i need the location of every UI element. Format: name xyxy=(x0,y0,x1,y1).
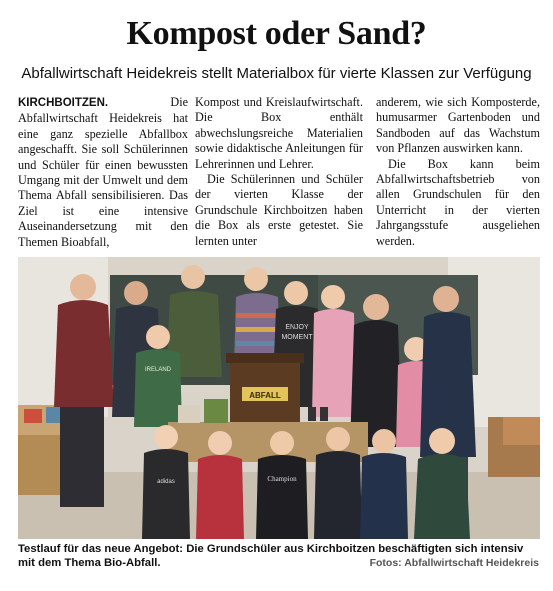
group-photo xyxy=(18,257,540,539)
hoodie-print-enjoy: ENJOY xyxy=(285,324,309,331)
article-text-2a: Kompost und Kreislaufwirtschaft. Die Box enthält abwechslungsreiche Materialien sowie didaktische Anleitungen für Lehrerinnen und Lehrer. xyxy=(195,95,363,171)
dateline: KIRCHBOITZEN. xyxy=(18,97,109,109)
photo-caption: Testlauf für das neue Angebot: Die Grundschüler aus Kirchboitzen beschäftigten sich intensiv mit dem Thema Bio-Abfall. xyxy=(18,543,524,569)
shirt-print-ireland: IRELAND xyxy=(144,367,172,373)
article-text-3b: Die Box kann beim Abfallwirtschaftsbetrieb von allen Grundschulen für den Unterricht in der vierten Jahrgangsstufe ausgeliehen werden. xyxy=(376,156,540,248)
article-column-3 xyxy=(376,95,540,249)
article-column-2 xyxy=(195,95,363,249)
article-text-1: Die Abfallwirtschaft Heidekreis hat eine ganz spezielle Abfallbox angeschafft. Sie soll Schülerinnen und Schüler für einen bewussten Umgang mit der Umwelt und dem Thema Abfall sensibilisieren. Das Ziel ist eine intensive Auseinandersetzung mit den Themen Bioabfall, xyxy=(18,95,188,249)
photo-credit: Fotos: Abfallwirtschaft Heidekreis xyxy=(369,557,539,569)
article-column-1 xyxy=(18,95,188,250)
shirt-print-champion: Champion xyxy=(267,475,297,483)
group-photo-illustration xyxy=(18,257,540,539)
shirt-print-adidas: adidas xyxy=(157,479,175,485)
bin-label: ABFALL xyxy=(249,391,281,400)
headline: Kompost oder Sand? xyxy=(126,15,427,52)
article-text-2b: Die Schülerinnen und Schüler der vierten Klasse der Grundschule Kirchboitzen haben die Box als erste getestet. Sie lernten unter xyxy=(195,172,363,248)
hoodie-print-moment: MOMENT xyxy=(281,334,313,341)
subheadline: Abfallwirtschaft Heidekreis stellt Materialbox für vierte Klassen zur Verfügung xyxy=(21,65,532,82)
article-text-3a: anderem, wie sich Komposterde, humusarmer Gartenboden und Sandboden auf das Wachstum von Pflanzen auswirken kann. xyxy=(376,95,540,156)
